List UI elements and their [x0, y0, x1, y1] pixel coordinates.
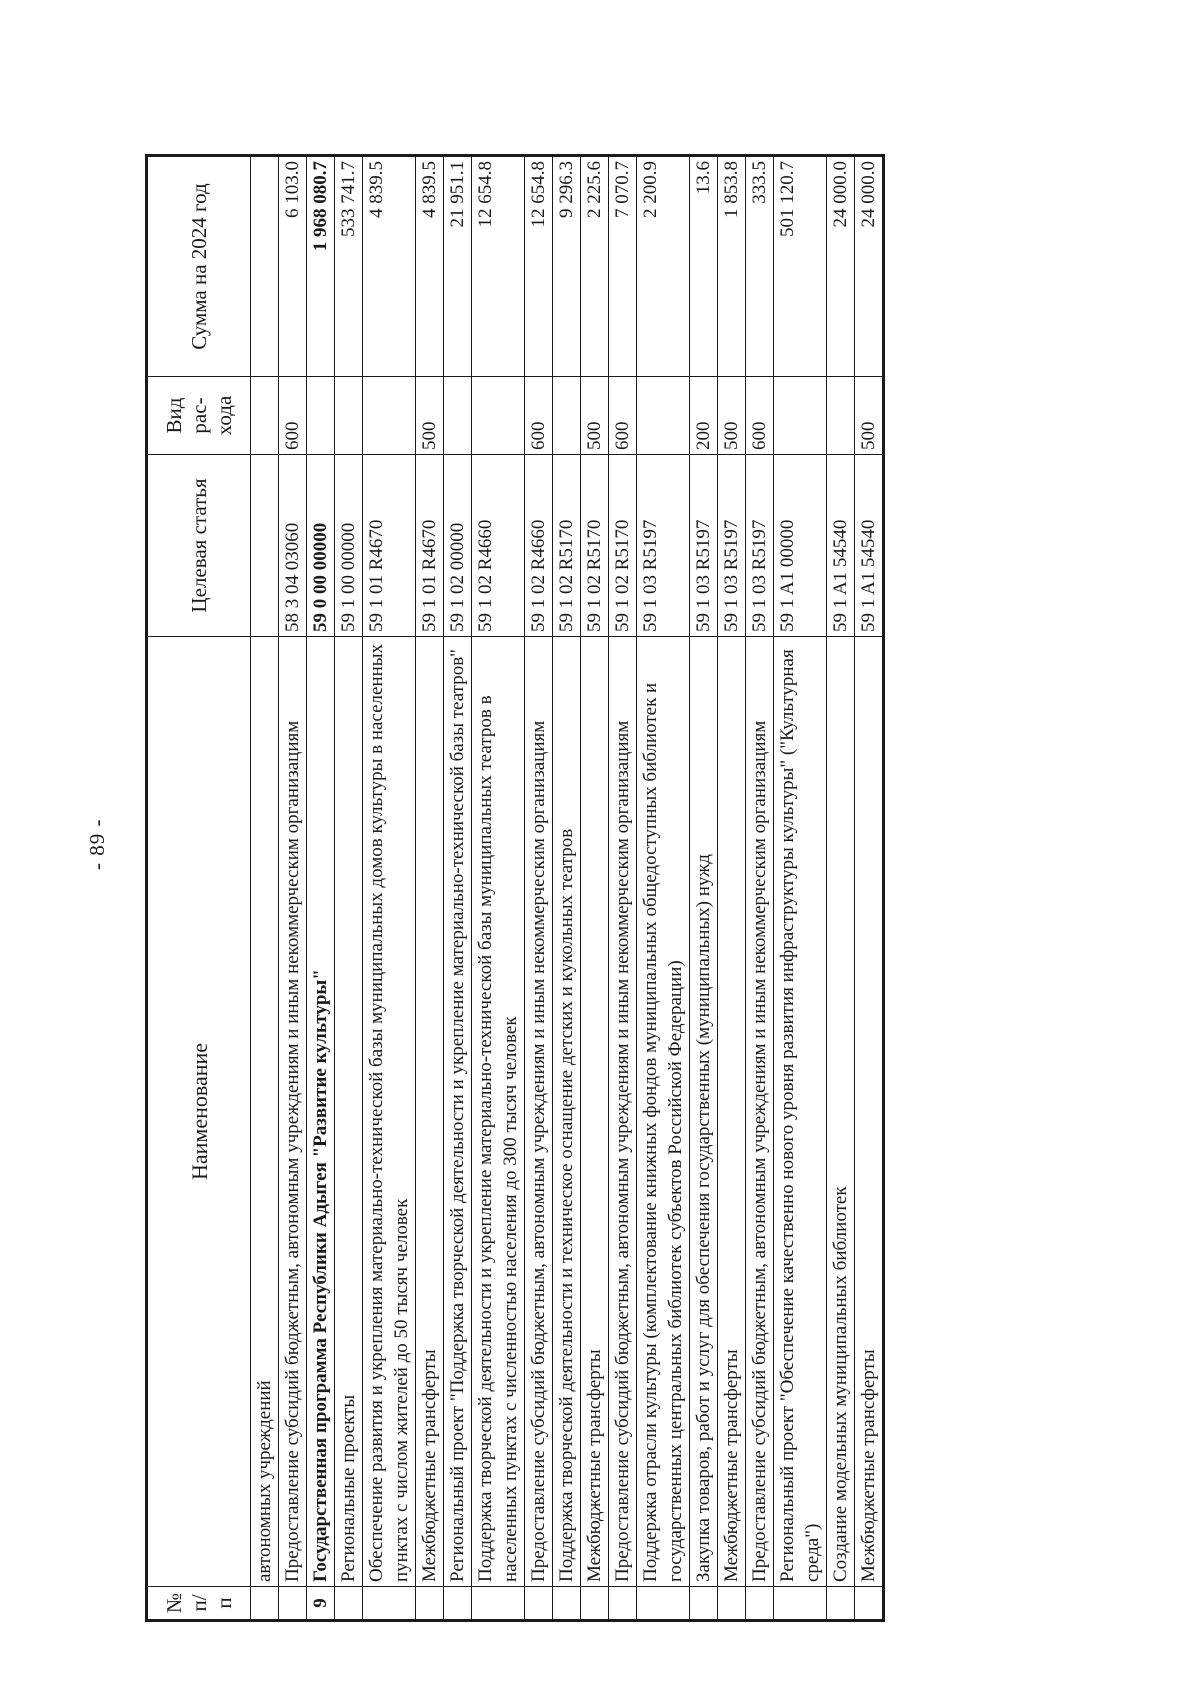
- table-row: [363, 156, 416, 1621]
- row-number: 9: [307, 1587, 335, 1621]
- row-amount: 501 120.7: [774, 156, 827, 377]
- row-number: [690, 1587, 718, 1621]
- row-amount: 4 839.5: [416, 156, 444, 377]
- row-target-code: 59 1 02 R5170: [581, 455, 609, 637]
- row-number: [609, 1587, 637, 1621]
- row-target-code: 59 1 A1 54540: [855, 455, 884, 637]
- row-target-code: 59 1 02 R5170: [609, 455, 637, 637]
- row-name: Предоставление субсидий бюджетным, автономным учреждениям и иным некоммерческим организациям: [746, 637, 774, 1587]
- row-target-code: 59 1 01 R4670: [363, 455, 416, 637]
- table-row: [690, 156, 718, 1621]
- row-amount: 12 654.8: [472, 156, 525, 377]
- row-name: Государственная программа Республики Адыгея "Развитие культуры": [307, 637, 335, 1587]
- row-name: Региональный проект "Обеспечение качественно нового уровня развития инфраструктуры культуры" ("Культурная среда"): [774, 637, 827, 1587]
- row-amount: [251, 156, 279, 377]
- row-target-code: 58 3 04 03060: [279, 455, 307, 637]
- row-target-code: 59 1 02 R4660: [525, 455, 553, 637]
- header-num: № п/п: [147, 1587, 251, 1621]
- row-name: Предоставление субсидий бюджетным, автономным учреждениям и иным некоммерческим организациям: [609, 637, 637, 1587]
- row-number: [718, 1587, 746, 1621]
- row-number: [855, 1587, 884, 1621]
- row-target-code: 59 1 A1 00000: [774, 455, 827, 637]
- row-number: [553, 1587, 581, 1621]
- row-expense-type: [827, 377, 855, 455]
- row-number: [416, 1587, 444, 1621]
- row-amount: 24 000.0: [827, 156, 855, 377]
- row-name: Региональный проект "Поддержка творческой деятельности и укрепление материально-технической базы театров": [444, 637, 472, 1587]
- row-expense-type: 500: [416, 377, 444, 455]
- row-name: Обеспечение развития и укрепления материально-технической базы муниципальных домов культуры в населенных пунктах с числом жителей до 50 тысяч человек: [363, 637, 416, 1587]
- row-amount: 4 839.5: [363, 156, 416, 377]
- table-row: [525, 156, 553, 1621]
- row-target-code: 59 1 02 R4660: [472, 455, 525, 637]
- table-row: [746, 156, 774, 1621]
- row-number: [444, 1587, 472, 1621]
- row-number: [335, 1587, 363, 1621]
- row-expense-type: [553, 377, 581, 455]
- row-expense-type: 600: [279, 377, 307, 455]
- row-expense-type: [335, 377, 363, 455]
- row-name: Межбюджетные трансферты: [855, 637, 884, 1587]
- table-row: [279, 156, 307, 1621]
- row-name: Межбюджетные трансферты: [718, 637, 746, 1587]
- table-row: [774, 156, 827, 1621]
- table-body: [251, 156, 884, 1621]
- row-target-code: 59 1 02 R5170: [553, 455, 581, 637]
- budget-table: [145, 154, 885, 1622]
- row-name: Предоставление субсидий бюджетным, автономным учреждениям и иным некоммерческим организациям: [279, 637, 307, 1587]
- row-name: Создание модельных муниципальных библиотек: [827, 637, 855, 1587]
- table-row: [827, 156, 855, 1621]
- table-row: [416, 156, 444, 1621]
- row-expense-type: 600: [525, 377, 553, 455]
- row-expense-type: [774, 377, 827, 455]
- row-name: Поддержка творческой деятельности и укрепление материально-технической базы муниципальных театров в населенных пунктах с численностью населения до 300 тысяч человек: [472, 637, 525, 1587]
- table-row: [553, 156, 581, 1621]
- row-name: автономных учреждений: [251, 637, 279, 1587]
- row-amount: 13.6: [690, 156, 718, 377]
- budget-table-rotated: [145, 157, 915, 1622]
- table-row: [444, 156, 472, 1621]
- row-expense-type: [363, 377, 416, 455]
- row-target-code: 59 1 02 00000: [444, 455, 472, 637]
- row-number: [525, 1587, 553, 1621]
- row-amount: 1 968 080.7: [307, 156, 335, 377]
- page-number: - 89 -: [85, 818, 109, 870]
- table-row: [855, 156, 884, 1621]
- table-row: [307, 156, 335, 1621]
- table-row: [251, 156, 279, 1621]
- table-row: [581, 156, 609, 1621]
- row-target-code: 59 1 01 R4670: [416, 455, 444, 637]
- row-amount: 2 200.9: [637, 156, 690, 377]
- row-number: [774, 1587, 827, 1621]
- row-expense-type: [251, 377, 279, 455]
- row-target-code: 59 1 03 R5197: [690, 455, 718, 637]
- row-number: [279, 1587, 307, 1621]
- row-number: [363, 1587, 416, 1621]
- row-name: Предоставление субсидий бюджетным, автономным учреждениям и иным некоммерческим организациям: [525, 637, 553, 1587]
- table-row: [609, 156, 637, 1621]
- table-row: [472, 156, 525, 1621]
- row-number: [581, 1587, 609, 1621]
- row-number: [637, 1587, 690, 1621]
- row-amount: 2 225.6: [581, 156, 609, 377]
- row-expense-type: 500: [855, 377, 884, 455]
- row-amount: 9 296.3: [553, 156, 581, 377]
- row-target-code: [251, 455, 279, 637]
- row-number: [251, 1587, 279, 1621]
- row-amount: 6 103.0: [279, 156, 307, 377]
- table-header-row: [147, 156, 251, 1621]
- row-number: [746, 1587, 774, 1621]
- row-target-code: 59 0 00 00000: [307, 455, 335, 637]
- table-row: [637, 156, 690, 1621]
- row-expense-type: 600: [609, 377, 637, 455]
- row-number: [472, 1587, 525, 1621]
- row-target-code: 59 1 03 R5197: [637, 455, 690, 637]
- row-name: Региональные проекты: [335, 637, 363, 1587]
- row-name: Поддержка творческой деятельности и техническое оснащение детских и кукольных театров: [553, 637, 581, 1587]
- row-target-code: 59 1 00 00000: [335, 455, 363, 637]
- table-row: [335, 156, 363, 1621]
- row-name: Закупка товаров, работ и услуг для обеспечения государственных (муниципальных) нужд: [690, 637, 718, 1587]
- row-target-code: 59 1 03 R5197: [718, 455, 746, 637]
- row-expense-type: 600: [746, 377, 774, 455]
- row-amount: 7 070.7: [609, 156, 637, 377]
- row-name: Межбюджетные трансферты: [581, 637, 609, 1587]
- header-code: Целевая статья: [147, 455, 251, 637]
- row-number: [827, 1587, 855, 1621]
- row-expense-type: 200: [690, 377, 718, 455]
- row-target-code: 59 1 A1 54540: [827, 455, 855, 637]
- header-name: Наименование: [147, 637, 251, 1587]
- row-expense-type: [444, 377, 472, 455]
- table-row: [718, 156, 746, 1621]
- row-expense-type: [472, 377, 525, 455]
- row-expense-type: 500: [581, 377, 609, 455]
- row-name: Поддержка отрасли культуры (комплектование книжных фондов муниципальных общедоступных библиотек и государственных центральных библиотек субъектов Российской Федерации): [637, 637, 690, 1587]
- row-name: Межбюджетные трансферты: [416, 637, 444, 1587]
- row-amount: 12 654.8: [525, 156, 553, 377]
- row-amount: 21 951.1: [444, 156, 472, 377]
- row-amount: 533 741.7: [335, 156, 363, 377]
- row-amount: 24 000.0: [855, 156, 884, 377]
- header-sum: Сумма на 2024 год: [147, 156, 251, 377]
- row-target-code: 59 1 03 R5197: [746, 455, 774, 637]
- header-type: Вид рас- хода: [147, 377, 251, 455]
- row-expense-type: [307, 377, 335, 455]
- row-amount: 333.5: [746, 156, 774, 377]
- row-expense-type: [637, 377, 690, 455]
- row-amount: 1 853.8: [718, 156, 746, 377]
- row-expense-type: 500: [718, 377, 746, 455]
